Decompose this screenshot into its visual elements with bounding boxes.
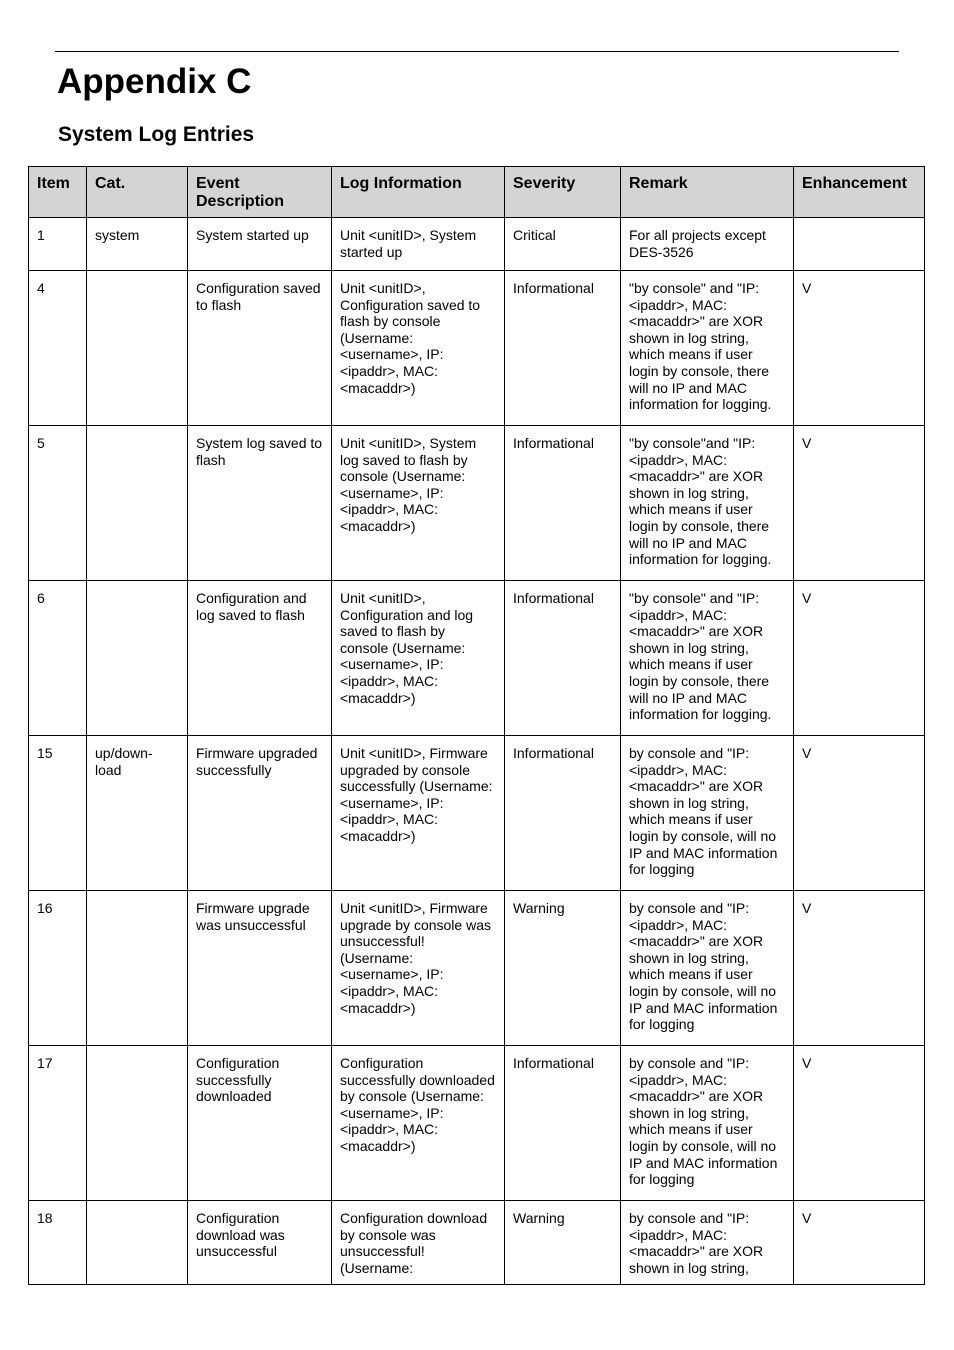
- cell-event: Configuration successfully downloaded: [188, 1046, 332, 1201]
- cell-severity: Informational: [505, 736, 621, 891]
- cell-remark: by console and "IP: <ipaddr>, MAC: <macaddr>" are XOR shown in log string,: [621, 1201, 794, 1285]
- cell-enhancement: V: [794, 1046, 925, 1201]
- table-header-row: [29, 167, 925, 218]
- column-header-remark: Remark: [621, 167, 794, 218]
- cell-log: Configuration download by console was unsuccessful! (Username:: [332, 1201, 505, 1285]
- cell-remark: For all projects except DES-3526: [621, 218, 794, 271]
- page-title: Appendix C: [57, 62, 252, 101]
- table-row: [29, 271, 925, 426]
- table-row: [29, 1201, 925, 1285]
- cell-enhancement: V: [794, 736, 925, 891]
- table-row: [29, 1046, 925, 1201]
- cell-enhancement: V: [794, 891, 925, 1046]
- cell-event: Configuration and log saved to flash: [188, 581, 332, 736]
- cell-event: System started up: [188, 218, 332, 271]
- section-title: System Log Entries: [58, 123, 255, 146]
- cell-remark: by console and "IP: <ipaddr>, MAC: <macaddr>" are XOR shown in log string, which means if user login by console, will no IP and MAC information for logging: [621, 891, 794, 1046]
- cell-enhancement: V: [794, 271, 925, 426]
- cell-severity: Warning: [505, 1201, 621, 1285]
- column-header-enhancement: Enhancement: [794, 167, 925, 218]
- cell-item: 1: [29, 218, 87, 271]
- cell-severity: Informational: [505, 271, 621, 426]
- cell-cat: [87, 426, 188, 581]
- cell-cat: [87, 891, 188, 1046]
- cell-log: Unit <unitID>, System started up: [332, 218, 505, 271]
- cell-event: Configuration saved to flash: [188, 271, 332, 426]
- cell-severity: Informational: [505, 1046, 621, 1201]
- cell-remark: by console and "IP: <ipaddr>, MAC: <macaddr>" are XOR shown in log string, which means if user login by console, will no IP and MAC information for logging: [621, 736, 794, 891]
- cell-severity: Informational: [505, 426, 621, 581]
- column-header-event-description: Event Description: [188, 167, 332, 218]
- cell-log: Unit <unitID>, Firmware upgraded by console successfully (Username: <username>, IP: <ipaddr>, MAC: <macaddr>): [332, 736, 505, 891]
- cell-enhancement: V: [794, 581, 925, 736]
- cell-item: 16: [29, 891, 87, 1046]
- cell-log: Unit <unitID>, Configuration saved to flash by console (Username: <username>, IP: <ipaddr>, MAC: <macaddr>): [332, 271, 505, 426]
- cell-remark: "by console"and "IP: <ipaddr>, MAC: <macaddr>" are XOR shown in log string, which means if user login by console, there will no IP and MAC information for logging.: [621, 426, 794, 581]
- cell-log: Unit <unitID>, Configuration and log saved to flash by console (Username: <username>, IP: <ipaddr>, MAC: <macaddr>): [332, 581, 505, 736]
- cell-event: Firmware upgraded successfully: [188, 736, 332, 891]
- cell-severity: Informational: [505, 581, 621, 736]
- top-rule: [55, 51, 899, 52]
- cell-log: Configuration successfully downloaded by console (Username: <username>, IP: <ipaddr>, MAC: <macaddr>): [332, 1046, 505, 1201]
- column-header-severity: Severity: [505, 167, 621, 218]
- cell-cat: up/down-load: [87, 736, 188, 891]
- cell-severity: Critical: [505, 218, 621, 271]
- cell-remark: by console and "IP: <ipaddr>, MAC: <macaddr>" are XOR shown in log string, which means if user login by console, will no IP and MAC information for logging: [621, 1046, 794, 1201]
- cell-enhancement: V: [794, 426, 925, 581]
- cell-enhancement: [794, 218, 925, 271]
- table-row: [29, 891, 925, 1046]
- cell-cat: [87, 1046, 188, 1201]
- cell-severity: Warning: [505, 891, 621, 1046]
- column-header-item: Item: [29, 167, 87, 218]
- cell-cat: system: [87, 218, 188, 271]
- cell-item: 6: [29, 581, 87, 736]
- table-row: [29, 426, 925, 581]
- cell-enhancement: V: [794, 1201, 925, 1285]
- cell-item: 15: [29, 736, 87, 891]
- cell-item: 4: [29, 271, 87, 426]
- cell-event: Configuration download was unsuccessful: [188, 1201, 332, 1285]
- table-row: [29, 736, 925, 891]
- cell-remark: "by console" and "IP: <ipaddr>, MAC: <macaddr>" are XOR shown in log string, which means if user login by console, there will no IP and MAC information for logging.: [621, 581, 794, 736]
- cell-cat: [87, 1201, 188, 1285]
- cell-item: 17: [29, 1046, 87, 1201]
- cell-event: Firmware upgrade was unsuccessful: [188, 891, 332, 1046]
- cell-event: System log saved to flash: [188, 426, 332, 581]
- cell-cat: [87, 581, 188, 736]
- cell-log: Unit <unitID>, Firmware upgrade by console was unsuccessful! (Username: <username>, IP: <ipaddr>, MAC: <macaddr>): [332, 891, 505, 1046]
- column-header-log-information: Log Information: [332, 167, 505, 218]
- cell-item: 18: [29, 1201, 87, 1285]
- system-log-table: [28, 166, 925, 1285]
- cell-log: Unit <unitID>, System log saved to flash by console (Username: <username>, IP: <ipaddr>, MAC: <macaddr>): [332, 426, 505, 581]
- cell-item: 5: [29, 426, 87, 581]
- table-row: [29, 218, 925, 271]
- column-header-cat: Cat.: [87, 167, 188, 218]
- cell-cat: [87, 271, 188, 426]
- table-row: [29, 581, 925, 736]
- cell-remark: "by console" and "IP: <ipaddr>, MAC: <macaddr>" are XOR shown in log string, which means if user login by console, there will no IP and MAC information for logging.: [621, 271, 794, 426]
